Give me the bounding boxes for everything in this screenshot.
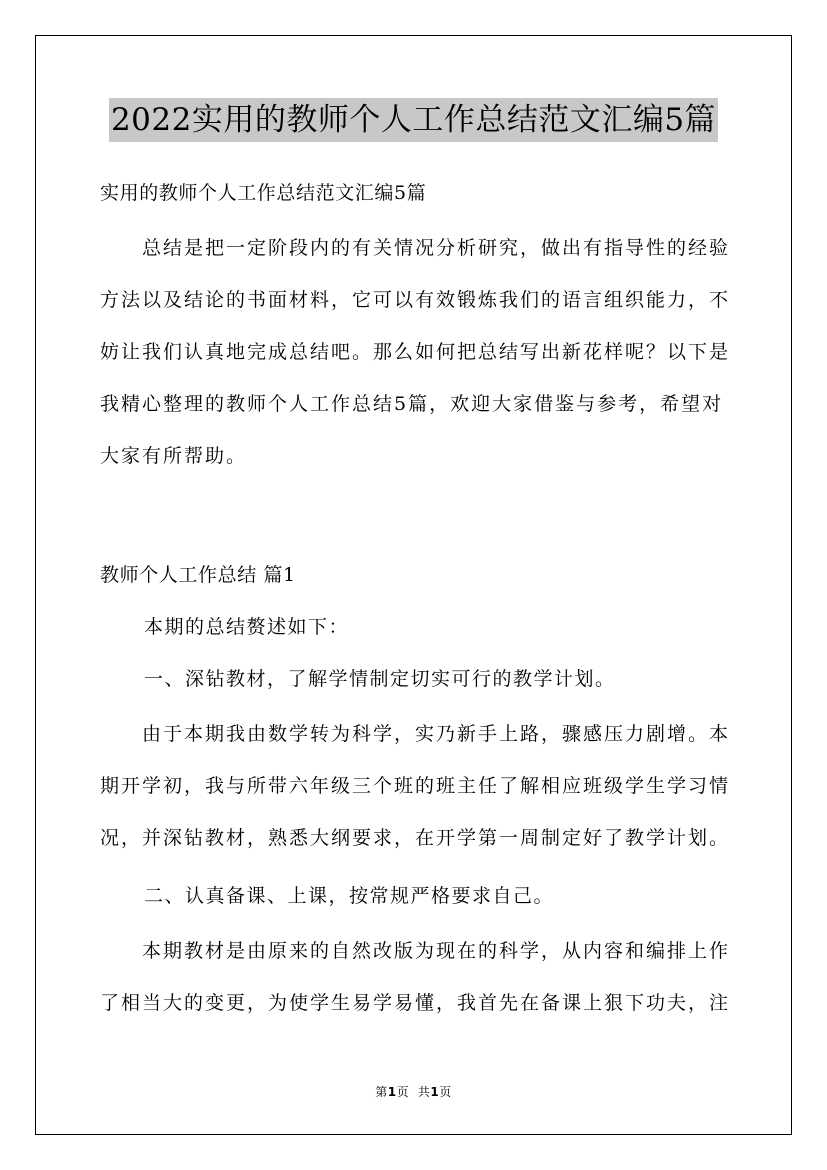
- section-heading: 教师个人工作总结 篇1: [100, 564, 296, 586]
- summary-intro-line: 本期的总结赘述如下：: [144, 616, 350, 638]
- title-wrapper: [0, 98, 827, 142]
- document-title: 2022实用的教师个人工作总结范文汇编5篇: [109, 98, 718, 142]
- paragraph-line: 期开学初，我与所带六年级三个班的班主任了解相应班级学生学习情: [100, 775, 731, 797]
- intro-line: 总结是把一定阶段内的有关情况分析研究，做出有指导性的经验: [100, 237, 731, 259]
- page-number: 1: [387, 1085, 397, 1099]
- intro-line: 妨让我们认真地完成总结吧。那么如何把总结写出新花样呢？以下是: [100, 341, 731, 363]
- point-two-heading: 二、认真备课、上课，按常规严格要求自己。: [144, 885, 555, 907]
- paragraph-line: 由于本期我由数学转为科学，实乃新手上路，骤感压力剧增。本: [100, 723, 731, 745]
- intro-line: 方法以及结论的书面材料，它可以有效锻炼我们的语言组织能力，不: [100, 289, 731, 311]
- paragraph-line: 了相当大的变更，为使学生易学易懂，我首先在备课上狠下功夫，注: [100, 992, 731, 1014]
- page-prefix: 第: [375, 1085, 388, 1099]
- intro-line: 大家有所帮助。: [100, 445, 248, 467]
- intro-line: 我精心整理的教师个人工作总结5篇，欢迎大家借鉴与参考，希望对: [100, 393, 724, 415]
- paragraph-line: 本期教材是由原来的自然改版为现在的科学，从内容和编排上作: [100, 940, 731, 962]
- total-pages: 1: [430, 1085, 440, 1099]
- point-one-paragraph: [100, 708, 731, 864]
- total-suffix: 页: [439, 1085, 452, 1099]
- point-one-heading: 一、深钻教材，了解学情制定切实可行的教学计划。: [144, 668, 616, 690]
- point-two-paragraph: [100, 925, 731, 1029]
- page-footer: [0, 1083, 827, 1100]
- intro-paragraph: [100, 222, 731, 482]
- document-subtitle: 实用的教师个人工作总结范文汇编5篇: [100, 182, 427, 204]
- total-prefix: 共: [417, 1085, 431, 1099]
- page-suffix: 页: [396, 1085, 410, 1099]
- paragraph-line: 况，并深钻教材，熟悉大纲要求，在开学第一周制定好了教学计划。: [100, 827, 731, 849]
